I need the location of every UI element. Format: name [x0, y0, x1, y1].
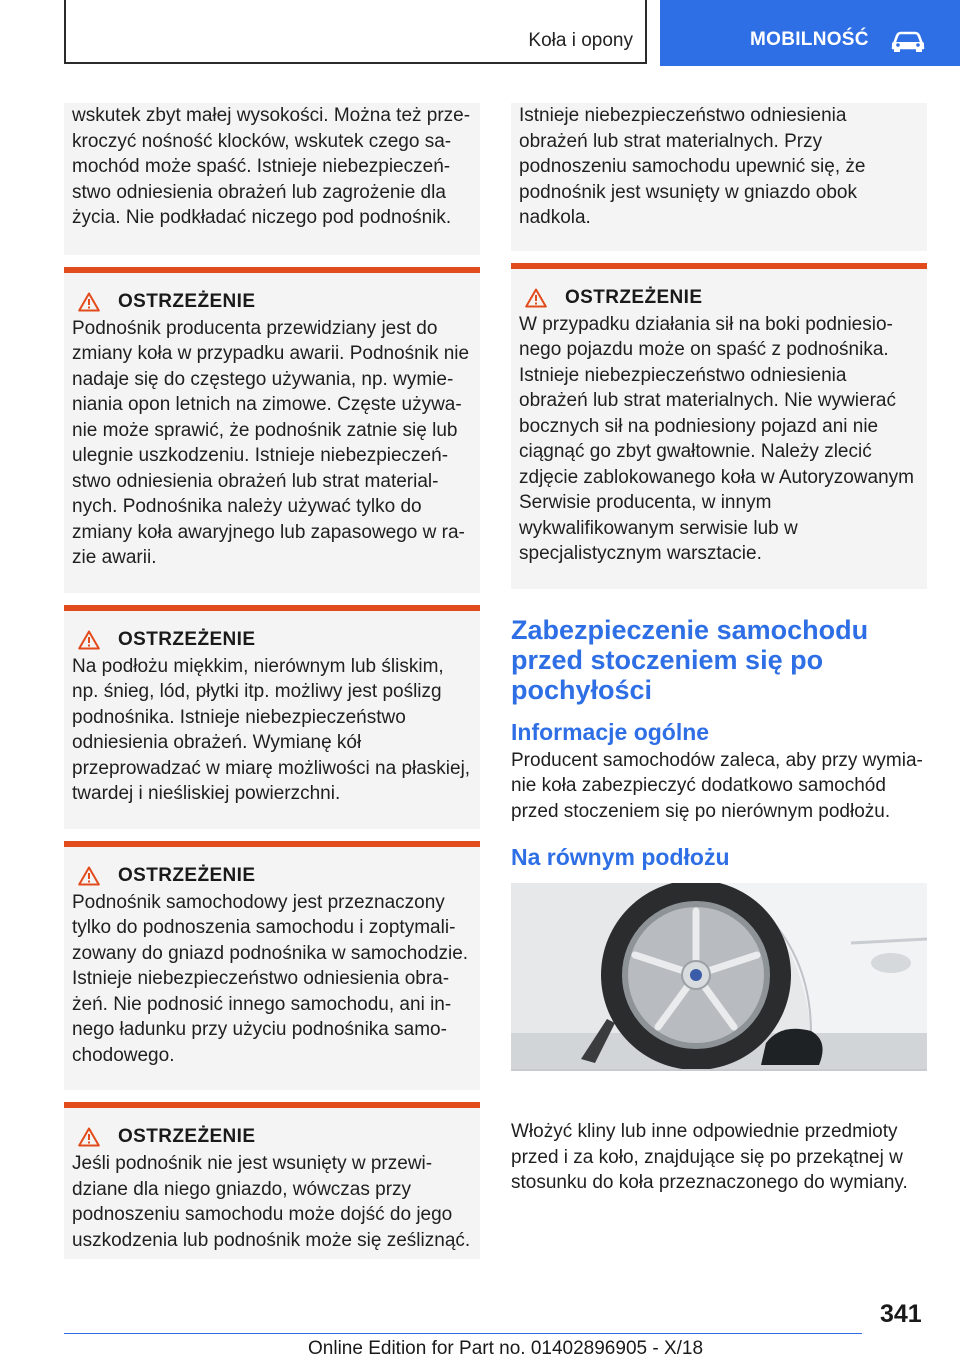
- warning-box: [64, 267, 480, 593]
- warning-title: OSTRZEŻENIE: [565, 286, 703, 308]
- warning-icon: [525, 288, 547, 308]
- warning-text: Na podłożu miękkim, nierównym lub śliskim, np. śnieg, lód, płytki itp. możliwy jest poślizg podnośnika. Istnieje niebezpieczeństwo odniesienia obrażeń. Wymianę kół przeprowadzać w miarę możliwości na płaskiej, twardej i nieśliskiej powierzchni.: [72, 655, 471, 804]
- warning-icon: [78, 292, 100, 312]
- warning-icon: [78, 630, 100, 650]
- continuation-box: [511, 103, 927, 251]
- right-column: [511, 103, 927, 1196]
- continuation-text: Istnieje niebezpieczeństwo odniesienia obrażeń lub strat materialnych. Przy podnoszeniu samochodu upewnić się, że podnośnik jest wsunięty w gniazdo obok nadkola.: [519, 105, 866, 228]
- warning-box: [64, 1102, 480, 1259]
- subsection-text: Producent samochodów zaleca, aby przy wymianie koła zabezpieczyć dodatkowo samochód przed stoczeniem się po nierównym podłożu.: [511, 749, 923, 822]
- warning-text: Podnośnik samochodowy jest przeznaczony tylko do podnoszenia samochodu i zoptymalizowany do gniazd podnośnika w samochodzie. Istnieje niebezpieczeństwo odniesienia obrażeń. Nie podnosić innego samochodu, ani innego ładunku przy użyciu podnośnika samochodowego.: [72, 891, 469, 1066]
- warning-title: OSTRZEŻENIE: [118, 1126, 256, 1147]
- warning-title: OSTRZEŻENIE: [118, 290, 256, 312]
- warning-title: OSTRZEŻENIE: [118, 628, 256, 650]
- left-column: [64, 103, 480, 1259]
- warning-box: [64, 841, 480, 1091]
- section-title: Zabezpieczenie samochodu przed stoczeniem się po pochyłości: [511, 614, 869, 705]
- warning-icon: [78, 866, 100, 886]
- header-section-box: [64, 0, 647, 64]
- header-chapter-title: MOBILNOŚĆ: [750, 29, 869, 50]
- warning-title: OSTRZEŻENIE: [118, 864, 256, 886]
- warning-box: [511, 263, 927, 589]
- footer-divider: [64, 1333, 862, 1334]
- wheel-chock-photo: [511, 883, 927, 1069]
- photo-divider: [511, 1069, 927, 1071]
- header-section-title: Koła i opony: [528, 30, 633, 51]
- section: [511, 615, 927, 1196]
- footer-edition[interactable]: Online Edition for Part no. 01402896905 - X/18: [308, 1338, 704, 1359]
- car-icon: [890, 30, 926, 52]
- warning-box: [64, 605, 480, 829]
- subsection-title: Informacje ogólne: [511, 718, 710, 745]
- wheel-illustration: [511, 883, 927, 1069]
- page-number: 341: [880, 1300, 922, 1328]
- header-chapter-tab[interactable]: [660, 0, 960, 66]
- subsection-text: Włożyć kliny lub inne odpowiednie przedmioty przed i za koło, znajdujące się po przekątnej w stosunku do koła przeznaczonego do wymiany.: [511, 1121, 908, 1193]
- warning-text: Jeśli podnośnik nie jest wsunięty w przewidziane dla niego gniazdo, wówczas przy podnoszeniu samochodu może dojść do jego uszkodzenia lub podnośnik może się ześliznąć.: [72, 1153, 471, 1251]
- subsection-title: Na równym podłożu: [511, 844, 730, 870]
- continuation-box: [64, 103, 480, 255]
- continuation-text: wskutek zbyt małej wysokości. Można też przekroczyć nośność klocków, wskutek czego samochód może spaść. Istnieje niebezpieczeństwo odniesienia obrażeń lub zagrożenie dla życia. Nie podkładać niczego pod podnośnik.: [72, 105, 471, 228]
- warning-text: Podnośnik producenta przewidziany jest do zmiany koła w przypadku awarii. Podnośnik nie nadaje się do częstego używania, np. wymieniania opon letnich na zimowe. Częste używanie może sprawić, że podnośnik zatnie się lub ulegnie uszkodzeniu. Istnieje niebezpieczeństwo odniesienia obrażeń lub strat materialnych. Podnośnika należy używać tylko do zmiany koła awaryjnego lub zapasowego w razie awarii.: [72, 317, 470, 568]
- warning-icon: [78, 1127, 100, 1147]
- warning-text: W przypadku działania sił na boki podniesionego pojazdu może on spaść z podnośnika. Istnieje niebezpieczeństwo odniesienia obrażeń lub strat materialnych. Nie wywierać bocznych sił na podniesiony pojazd ani nie ciągnąć go zbyt gwałtownie. Należy zlecić zdjęcie zablokowanego koła w Autoryzowanym Serwisie producenta, w innym wykwalifikowanym serwisie lub w specjalistycznym warsztacie.: [519, 313, 914, 564]
